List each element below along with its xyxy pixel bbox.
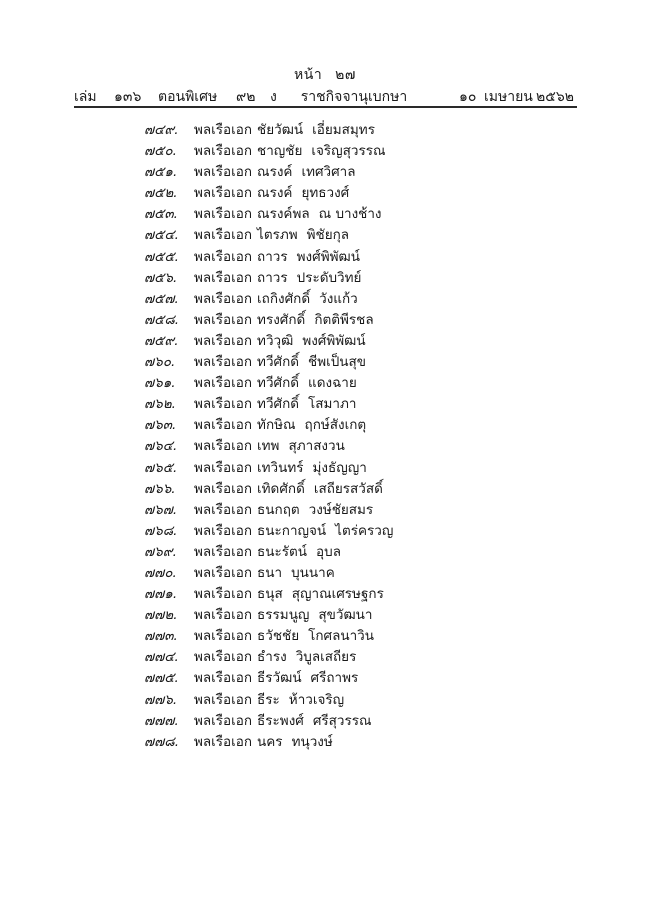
list-item — [144, 626, 393, 647]
entry-rank: พลเรือเอก — [194, 670, 253, 687]
list-item — [144, 331, 393, 352]
entry-number: ๗๕๕. — [144, 248, 179, 265]
list-item — [144, 500, 393, 521]
entry-rank: พลเรือเอก — [194, 354, 253, 371]
section-label: ตอนพิเศษ — [158, 89, 218, 105]
entry-first-name: ธรรมนูญ — [257, 607, 310, 624]
list-item — [144, 415, 393, 436]
date-year: ๒๕๖๒ — [536, 89, 574, 105]
entry-number: ๗๕๖. — [144, 269, 178, 286]
entry-rank: พลเรือเอก — [194, 122, 253, 138]
date-day: ๑๐ — [459, 89, 477, 105]
entry-last-name: ประดับวิทย์ — [296, 269, 362, 286]
entry-last-name: พิชัยกุล — [306, 227, 350, 244]
entry-number: ๗๗๓. — [144, 628, 178, 645]
entry-number: ๗๖๓. — [144, 417, 177, 434]
entry-number: ๗๖๙. — [144, 543, 177, 560]
entry-number: ๗๗๗. — [144, 712, 179, 729]
entry-number: ๗๕๐. — [144, 143, 177, 160]
list-item — [144, 289, 393, 310]
entry-last-name: พงศ์พิพัฒน์ — [302, 332, 366, 349]
entry-rank: พลเรือเอก — [194, 206, 253, 223]
entry-last-name: เจริญสุวรรณ — [311, 143, 386, 160]
entry-rank: พลเรือเอก — [194, 691, 253, 708]
entry-first-name: เทิดศักดิ์ — [257, 480, 305, 497]
entry-rank: พลเรือเอก — [194, 248, 253, 265]
entry-last-name: ชีพเป็นสุข — [308, 354, 366, 371]
entry-last-name: บุนนาค — [291, 564, 335, 581]
entry-rank: พลเรือเอก — [194, 417, 253, 434]
entry-number: ๗๕๓. — [144, 206, 178, 223]
entry-number: ๗๖๕. — [144, 459, 178, 476]
entry-number: ๗๖๑. — [144, 375, 176, 392]
list-item — [144, 458, 393, 479]
entry-last-name: ณ บางช้าง — [318, 206, 382, 223]
list-item — [144, 521, 393, 542]
page-number — [0, 64, 650, 86]
entry-last-name: วังแก้ว — [319, 290, 358, 307]
entry-first-name: ธนุส — [257, 586, 283, 603]
entry-rank: พลเรือเอก — [194, 522, 253, 539]
entry-last-name: ยุทธวงศ์ — [301, 185, 350, 202]
entry-last-name: โกศลนาวิน — [308, 628, 374, 645]
entry-last-name: มุ่งธัญญา — [312, 459, 367, 476]
entry-first-name: ทวิวุฒิ — [257, 332, 294, 349]
list-item — [144, 563, 393, 584]
running-header — [74, 86, 577, 106]
entry-number: ๗๗๖. — [144, 691, 178, 708]
page-number-value: ๒๗ — [335, 67, 356, 83]
list-item — [144, 225, 393, 246]
entry-rank: พลเรือเอก — [194, 375, 253, 392]
entry-first-name: ชาญชัย — [257, 143, 303, 160]
section-number: ๙๒ — [236, 89, 256, 105]
entry-number: ๗๗๘. — [144, 733, 180, 750]
entry-rank: พลเรือเอก — [194, 311, 253, 328]
entry-last-name: ไตร่ครวญ — [335, 522, 394, 539]
entry-rank: พลเรือเอก — [194, 396, 253, 413]
entry-last-name: แดงฉาย — [308, 375, 357, 392]
entry-number: ๗๖๖. — [144, 480, 176, 497]
list-item — [144, 268, 393, 289]
entry-rank: พลเรือเอก — [194, 227, 253, 244]
entry-first-name: ชัยวัฒน์ — [257, 122, 304, 138]
entry-last-name: ห้าวเจริญ — [288, 691, 345, 708]
list-item — [144, 436, 393, 457]
entry-first-name: ธีระพงศ์ — [257, 712, 304, 729]
date-month: เมษายน — [484, 89, 533, 105]
entry-rank: พลเรือเอก — [194, 438, 253, 455]
entry-number: ๗๖๔. — [144, 438, 178, 455]
entry-rank: พลเรือเอก — [194, 607, 253, 624]
entry-rank: พลเรือเอก — [194, 733, 253, 750]
entry-rank: พลเรือเอก — [194, 501, 253, 518]
entry-last-name: พงศ์พิพัฒน์ — [296, 248, 360, 265]
entry-rank: พลเรือเอก — [194, 564, 253, 581]
entry-rank: พลเรือเอก — [194, 628, 253, 645]
entry-first-name: ทวีศักดิ์ — [257, 396, 300, 413]
entry-number: ๗๗๕. — [144, 670, 179, 687]
entry-number: ๗๖๒. — [144, 396, 176, 413]
entry-rank: พลเรือเอก — [194, 290, 253, 307]
entry-rank: พลเรือเอก — [194, 185, 253, 202]
entry-rank: พลเรือเอก — [194, 712, 253, 729]
volume-number: ๑๓๖ — [114, 89, 142, 105]
entry-first-name: ไตรภพ — [257, 227, 298, 244]
entry-last-name: เทศวิศาล — [301, 164, 356, 181]
entry-number: ๗๖๐. — [144, 354, 176, 371]
entry-first-name: ถาวร — [257, 269, 288, 286]
volume-label: เล่ม — [74, 89, 97, 105]
entry-first-name: ทรงศักดิ์ — [257, 311, 306, 328]
list-item — [144, 732, 393, 753]
list-item — [144, 352, 393, 373]
entry-rank: พลเรือเอก — [194, 543, 253, 560]
entry-rank: พลเรือเอก — [194, 269, 253, 286]
entry-number: ๗๗๔. — [144, 649, 179, 666]
header-divider — [74, 106, 577, 108]
entry-number: ๗๕๔. — [144, 227, 179, 244]
entry-first-name: ธนะรัตน์ — [257, 543, 308, 560]
entry-first-name: ทวีศักดิ์ — [257, 354, 300, 371]
entry-first-name: เถกิงศักดิ์ — [257, 290, 311, 307]
list-item — [144, 605, 393, 626]
entry-first-name: ณรงค์ — [257, 185, 293, 202]
entry-first-name: ทวีศักดิ์ — [257, 375, 300, 392]
entry-last-name: สุขวัฒนา — [318, 607, 373, 624]
list-item — [144, 690, 393, 711]
entry-last-name: กิตติพีรชล — [314, 311, 374, 328]
entry-rank: พลเรือเอก — [194, 459, 253, 476]
entry-number: ๗๕๘. — [144, 311, 180, 328]
entry-first-name: เทพ — [257, 438, 280, 455]
entry-last-name: สุภาสงวน — [288, 438, 345, 455]
entry-number: ๗๗๑. — [144, 586, 178, 603]
entry-rank: พลเรือเอก — [194, 332, 253, 349]
entry-last-name: ศรีสุวรรณ — [312, 712, 372, 729]
entry-number: ๗๕๙. — [144, 332, 179, 349]
entry-first-name: ธนา — [257, 564, 283, 581]
list-item — [144, 584, 393, 605]
entry-last-name: เอี่ยมสมุทร — [312, 122, 375, 138]
entry-first-name: ธวัชชัย — [257, 628, 300, 645]
list-item — [144, 162, 393, 183]
entry-last-name: อุบล — [316, 543, 341, 560]
entry-last-name: โสมาภา — [308, 396, 357, 413]
page-label: หน้า — [294, 67, 323, 83]
publication-title: ราชกิจจานุเบกษา — [300, 89, 408, 105]
entry-first-name: เทวินทร์ — [257, 459, 304, 476]
entry-rank: พลเรือเอก — [194, 586, 253, 603]
entry-number: ๗๗๐. — [144, 564, 177, 581]
entry-first-name: ธีรวัฒน์ — [257, 670, 302, 687]
entry-last-name: ทนุวงษ์ — [291, 733, 333, 750]
list-item — [144, 479, 393, 500]
list-item — [144, 247, 393, 268]
entry-first-name: ธำรง — [257, 649, 287, 666]
list-item — [144, 183, 393, 204]
entry-first-name: ธีระ — [257, 691, 280, 708]
entry-last-name: วิบูลเสถียร — [295, 649, 357, 666]
entry-number: ๗๖๘. — [144, 522, 178, 539]
list-item — [144, 310, 393, 331]
entry-number: ๗๗๒. — [144, 607, 178, 624]
entry-last-name: วงษ์ชัยสมร — [308, 501, 374, 518]
entry-number: ๗๕๑. — [144, 164, 178, 181]
entry-first-name: ธนะกาญจน์ — [257, 522, 327, 539]
list-item — [144, 711, 393, 732]
section-suffix: ง — [270, 89, 277, 105]
entry-first-name: ถาวร — [257, 248, 288, 265]
entry-last-name: ฤกษ์สังเกตุ — [304, 417, 367, 434]
entry-number: ๗๖๗. — [144, 501, 178, 518]
list-item — [144, 120, 393, 141]
entry-first-name: ธนกฤต — [257, 501, 300, 518]
entry-rank: พลเรือเอก — [194, 649, 253, 666]
entry-last-name: เสถียรสวัสดิ์ — [313, 480, 383, 497]
entry-number: ๗๕๒. — [144, 185, 178, 202]
entry-last-name: ศรีถาพร — [310, 670, 359, 687]
list-item — [144, 542, 393, 563]
entry-rank: พลเรือเอก — [194, 164, 253, 181]
list-item — [144, 668, 393, 689]
entry-first-name: ณรงค์พล — [257, 206, 310, 223]
list-item — [144, 394, 393, 415]
entry-rank: พลเรือเอก — [194, 143, 253, 160]
list-item — [144, 647, 393, 668]
entry-number: ๗๕๗. — [144, 290, 179, 307]
entry-number: ๗๔๙. — [144, 122, 179, 138]
entry-first-name: นคร — [257, 733, 283, 750]
list-item — [144, 204, 393, 225]
entry-first-name: ทักษิณ — [257, 417, 296, 434]
officer-list — [144, 120, 393, 753]
list-item — [144, 141, 393, 162]
entry-first-name: ณรงค์ — [257, 164, 293, 181]
list-item — [144, 373, 393, 394]
entry-rank: พลเรือเอก — [194, 480, 253, 497]
entry-last-name: สุญาณเศรษฐกร — [291, 586, 384, 603]
